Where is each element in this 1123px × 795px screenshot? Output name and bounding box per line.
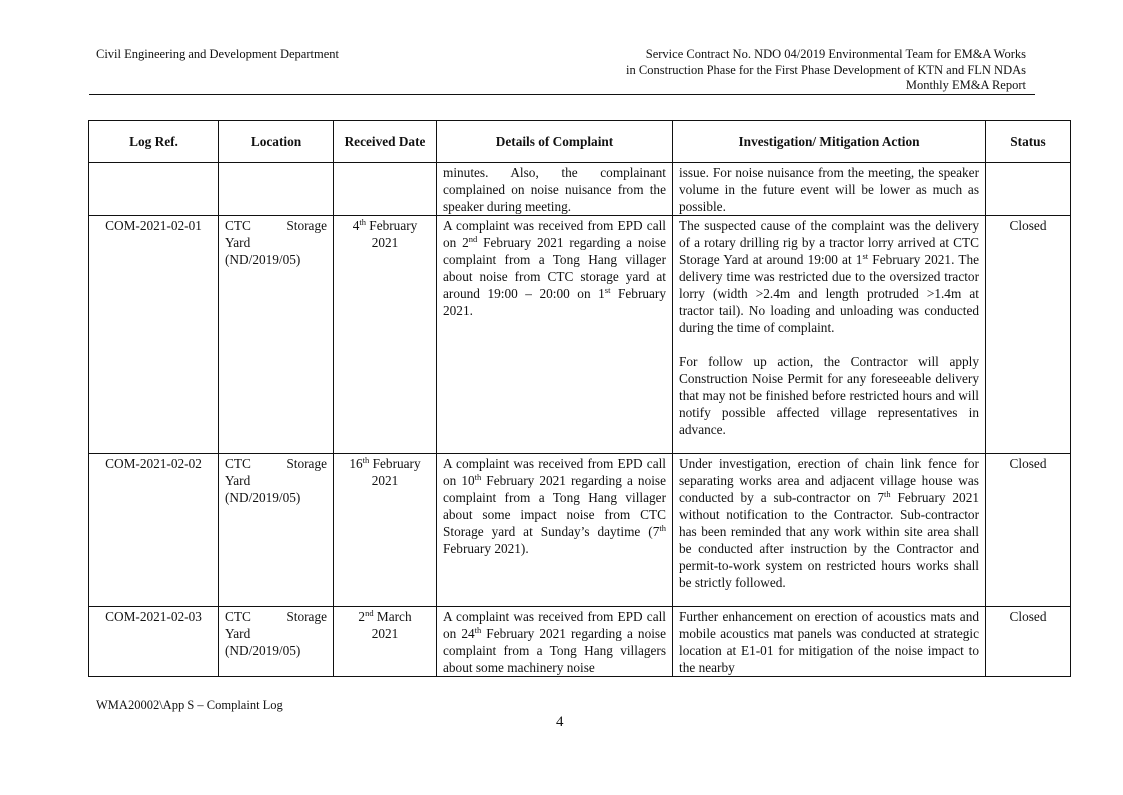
- table-row: [89, 163, 1071, 216]
- table-row: [89, 216, 1071, 454]
- details-cell: [437, 607, 673, 677]
- investigation-cell: [673, 216, 986, 454]
- date-ordinal: nd: [365, 608, 374, 618]
- header-rule: [89, 94, 1035, 95]
- date-day: 4: [352, 218, 360, 233]
- date-ordinal: th: [362, 455, 370, 465]
- location-cell: [219, 454, 334, 607]
- details-cell: [437, 454, 673, 607]
- complaint-log-table: [88, 120, 1071, 677]
- investigation-text: Further enhancement on erection of acoustics mats and mobile acoustics mat panels was conducted at strategic location at E1-01 for mitigation of the noise impact to the nearby: [679, 609, 979, 675]
- status-badge: Closed: [1009, 609, 1047, 624]
- date-year: 2021: [371, 473, 399, 488]
- investigation-text: Under investigation, erection of chain link fence for separating works area and adjacent village house was conducted by a sub-contractor on 7th February 2021 without notification to the Contractor. Sub-contractor has been reminded that any work within site area shall be conducted after instruction by the Contractor and permit-to-work system on restricted hours works shall be strictly followed.: [679, 456, 980, 590]
- log-ref-cell: [89, 607, 219, 677]
- location-cell: [219, 163, 334, 216]
- details-text: A complaint was received from EPD call on 24th February 2021 regarding a noise complaint from a Tong Hang villagers about some machinery noise: [443, 609, 666, 675]
- status-cell: [986, 163, 1071, 216]
- investigation-cell: [673, 163, 986, 216]
- investigation-cell: [673, 607, 986, 677]
- table-row: [89, 454, 1071, 607]
- received-date-cell: [334, 607, 437, 677]
- column-header-status: Status: [986, 121, 1071, 163]
- investigation-cell: [673, 454, 986, 607]
- log-ref: COM-2021-02-03: [105, 609, 202, 624]
- date-year: 2021: [371, 626, 399, 641]
- investigation-text: For follow up action, the Contractor will apply Construction Noise Permit for any foreseeable delivery that may not be finished before restricted hours and will notify possible affected village representatives in advance.: [679, 354, 979, 437]
- page-number: 4: [556, 714, 564, 730]
- table-row: [89, 607, 1071, 677]
- location-cell: [219, 607, 334, 677]
- details-text: minutes. Also, the complainant complained on noise nuisance from the speaker during meeting.: [443, 165, 666, 214]
- received-date-cell: [334, 454, 437, 607]
- received-date-cell: [334, 163, 437, 216]
- header-line: Service Contract No. NDO 04/2019 Environmental Team for EM&A Works: [645, 47, 1026, 61]
- location-cell: [219, 216, 334, 454]
- location-text: Yard (ND/2019/05): [225, 235, 301, 267]
- location-text: Yard (ND/2019/05): [225, 473, 301, 505]
- received-date-cell: [334, 216, 437, 454]
- header-contract-title: [626, 47, 1026, 94]
- investigation-text: issue. For noise nuisance from the meeting, the speaker volume in the future event will be lower as much as possible.: [679, 165, 979, 214]
- column-header-details: Details of Complaint: [437, 121, 673, 163]
- footer-file-ref: WMA20002\App S – Complaint Log: [96, 698, 283, 712]
- column-header-received-date: Received Date: [334, 121, 437, 163]
- location-text: Storage: [286, 456, 327, 471]
- location-text: CTC: [225, 218, 251, 233]
- status-badge: Closed: [1009, 456, 1047, 471]
- location-text: CTC: [225, 609, 251, 624]
- status-cell: [986, 216, 1071, 454]
- date-month: February: [372, 456, 421, 471]
- column-header-location: Location: [219, 121, 334, 163]
- log-ref-cell: [89, 163, 219, 216]
- log-ref-cell: [89, 454, 219, 607]
- date-year: 2021: [371, 235, 399, 250]
- status-badge: Closed: [1009, 218, 1047, 233]
- log-ref: COM-2021-02-01: [105, 218, 202, 233]
- date-ordinal: th: [359, 217, 366, 227]
- log-ref-cell: [89, 216, 219, 454]
- log-ref: COM-2021-02-02: [105, 456, 202, 471]
- date-month: February: [369, 218, 418, 233]
- location-text: CTC: [225, 456, 251, 471]
- header-line: in Construction Phase for the First Phase Development of KTN and FLN NDAs: [626, 62, 1026, 77]
- status-cell: [986, 607, 1071, 677]
- date-month: March: [376, 609, 412, 624]
- details-text: A complaint was received from EPD call on 2nd February 2021 regarding a noise complaint from a Tong Hang villager about noise from CTC storage yard at around 19:00 – 20:00 on 1st February 2021.: [443, 218, 667, 318]
- date-day: 2: [358, 609, 366, 624]
- status-cell: [986, 454, 1071, 607]
- location-text: Storage: [286, 609, 327, 624]
- location-text: Storage: [286, 218, 327, 233]
- date-day: 16: [349, 456, 363, 471]
- investigation-text: The suspected cause of the complaint was the delivery of a rotary drilling rig by a tractor lorry arrived at CTC Storage Yard at around 19:00 at 1st February 2021. The delivery time was restricted due to the oversized tractor lorry (width >2.4m and length protruded >1.4m at tractor tail). No loading and unloading was conducted during the time of complaint.: [679, 218, 980, 335]
- details-cell: [437, 163, 673, 216]
- header-department: Civil Engineering and Development Department: [96, 47, 339, 61]
- details-cell: [437, 216, 673, 454]
- column-header-log-ref: Log Ref.: [89, 121, 219, 163]
- column-header-investigation: Investigation/ Mitigation Action: [673, 121, 986, 163]
- table-header-row: [89, 121, 1071, 163]
- header-line: Monthly EM&A Report: [905, 78, 1026, 92]
- details-text: A complaint was received from EPD call on 10th February 2021 regarding a noise complaint from a Tong Hang villager about some impact noise from CTC Storage yard at Sunday’s daytime (7th February 2021).: [443, 456, 666, 556]
- location-text: Yard (ND/2019/05): [225, 626, 301, 658]
